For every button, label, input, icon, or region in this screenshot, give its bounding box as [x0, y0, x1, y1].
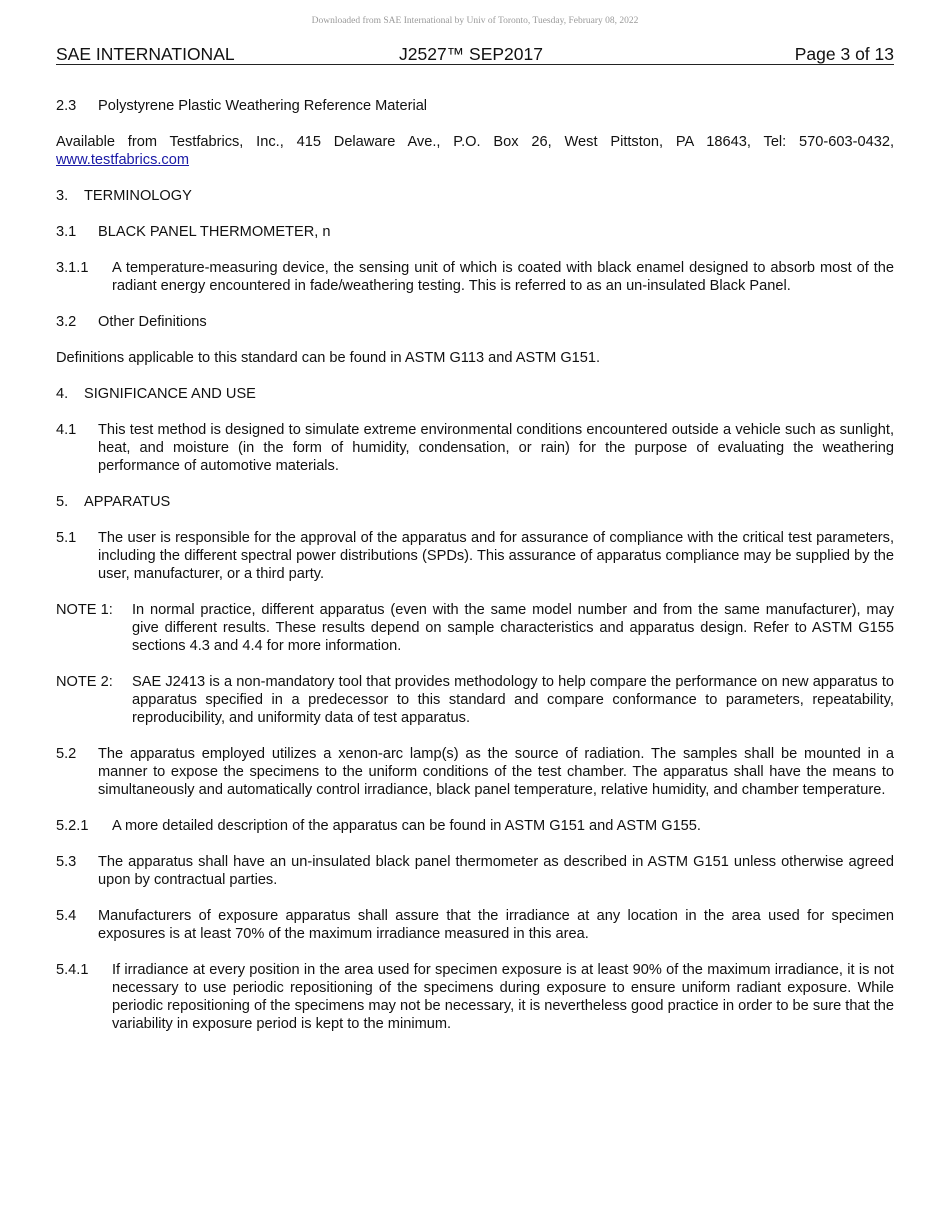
section-heading: Other Definitions	[98, 314, 207, 330]
section-number: 5.1	[56, 530, 77, 546]
section-3-1-1	[56, 259, 894, 295]
section-4-1	[56, 421, 894, 475]
paragraph-text: Definitions applicable to this standard can be found in ASTM G113 and ASTM G151.	[56, 350, 601, 366]
note-label: NOTE 1:	[56, 602, 113, 618]
header-org: SAE INTERNATIONAL	[56, 44, 235, 64]
header-page-number: Page 3 of 13	[794, 44, 894, 64]
section-5-2-1	[56, 817, 894, 835]
paragraph-text: The user is responsible for the approval of the apparatus and for assurance of compliance with the critical test parameters, including the different spectral power distributions (SPDs). This assurance of apparatus compliance may be supplied by the user, manufacturer, or a third party.	[98, 530, 894, 582]
section-number: 3.	[56, 188, 69, 204]
section-5-2	[56, 745, 894, 799]
section-3-1	[56, 223, 894, 241]
note-1	[56, 601, 894, 655]
section-3-2	[56, 313, 894, 331]
section-number: 3.1.1	[56, 260, 89, 276]
section-number: 5.2.1	[56, 818, 89, 834]
document-body	[56, 97, 894, 1051]
section-5-4-1	[56, 961, 894, 1033]
section-number: 4.	[56, 386, 69, 402]
note-label: NOTE 2:	[56, 674, 113, 690]
section-3-2-text	[56, 349, 894, 367]
section-3	[56, 187, 894, 205]
paragraph-text: If irradiance at every position in the area used for specimen exposure is at least 90% of the maximum irradiance, it is not necessary to use periodic repositioning of the specimens during exposure to ensure uniform radiant exposure. While periodic repositioning of the specimens may not be necessary, it is nevertheless good practice in order to be sure that the variability in exposure period is kept to the minimum.	[112, 962, 894, 1032]
section-4	[56, 385, 894, 403]
paragraph-text: A temperature-measuring device, the sensing unit of which is coated with black enamel designed to absorb most of the radiant energy encountered in fade/weathering testing. This is referred to as an un-insulated Black Panel.	[112, 260, 894, 294]
download-watermark: Downloaded from SAE International by Univ of Toronto, Tuesday, February 08, 2022	[311, 16, 639, 26]
paragraph-text: This test method is designed to simulate extreme environmental conditions encountered outside a vehicle such as sunlight, heat, and moisture (in the form of humidity, condensation, or rain) for the purpose of evaluating the weathering performance of automotive materials.	[98, 422, 894, 474]
section-heading: Polystyrene Plastic Weathering Reference Material	[98, 98, 428, 114]
section-number: 3.2	[56, 314, 77, 330]
section-heading: BLACK PANEL THERMOMETER, n	[98, 224, 331, 240]
section-number: 5.4	[56, 908, 77, 924]
header-doc-id: J2527™ SEP2017	[399, 44, 543, 64]
section-number: 4.1	[56, 422, 77, 438]
section-heading: SIGNIFICANCE AND USE	[84, 386, 256, 402]
paragraph-text: Available from Testfabrics, Inc., 415 Delaware Ave., P.O. Box 26, West Pittston, PA 18643, Tel: 570-603-0432,	[56, 134, 894, 150]
paragraph-text: SAE J2413 is a non-mandatory tool that provides methodology to help compare the performance on new apparatus to apparatus specified in a predecessor to this standard and compare conformance to parameters, repeatability, reproducibility, and uniformity data of test apparatus.	[132, 674, 894, 726]
section-heading: TERMINOLOGY	[84, 188, 192, 204]
section-number: 5.	[56, 494, 69, 510]
section-2-3-availability	[56, 133, 894, 169]
paragraph-text: Manufacturers of exposure apparatus shall assure that the irradiance at any location in the area used for specimen exposures is at least 70% of the maximum irradiance measured in this area.	[98, 908, 894, 942]
section-5	[56, 493, 894, 511]
section-heading: APPARATUS	[84, 494, 171, 510]
section-5-3	[56, 853, 894, 889]
paragraph-text: The apparatus shall have an un-insulated black panel thermometer as described in ASTM G151 unless otherwise agreed upon by contractual parties.	[98, 854, 894, 888]
section-number: 5.4.1	[56, 962, 89, 978]
section-2-3	[56, 97, 894, 115]
section-5-1	[56, 529, 894, 583]
section-number: 2.3	[56, 98, 77, 114]
paragraph-text: The apparatus employed utilizes a xenon-arc lamp(s) as the source of radiation. The samples shall be mounted in a manner to expose the specimens to the uniform conditions of the test chamber. The apparatus shall have the means to simultaneously and automatically control irradiance, black panel temperature, relative humidity, and chamber temperature.	[98, 746, 894, 798]
paragraph-text: In normal practice, different apparatus (even with the same model number and from the same manufacturer), may give different results. These results depend on sample characteristics and apparatus design. Refer to ASTM G155 sections 4.3 and 4.4 for more information.	[132, 602, 894, 654]
section-5-4	[56, 907, 894, 943]
section-number: 5.3	[56, 854, 77, 870]
section-number: 3.1	[56, 224, 77, 240]
testfabrics-link[interactable]: www.testfabrics.com	[56, 152, 189, 168]
section-number: 5.2	[56, 746, 77, 762]
page-header	[56, 44, 894, 65]
note-2	[56, 673, 894, 727]
paragraph-text: A more detailed description of the apparatus can be found in ASTM G151 and ASTM G155.	[112, 818, 701, 834]
